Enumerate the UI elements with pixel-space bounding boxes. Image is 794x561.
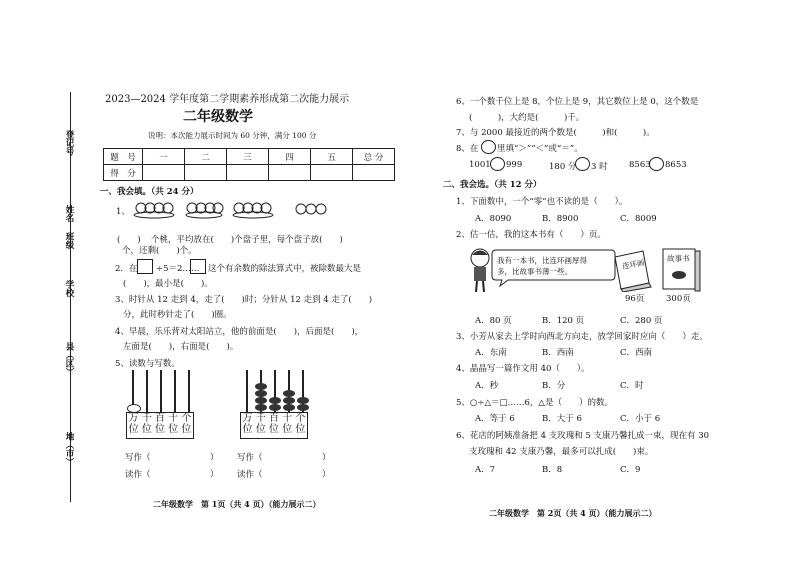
- s2-q5-opt-c[interactable]: C．小于 6: [620, 414, 661, 424]
- comic-book-icon: [615, 251, 651, 292]
- score-input-cell[interactable]: [311, 165, 353, 181]
- score-input-cell[interactable]: [185, 165, 227, 181]
- abacus-rod: [160, 370, 162, 412]
- score-input-cell[interactable]: [227, 165, 269, 181]
- q8-item-a-right: 999: [506, 160, 523, 170]
- score-header-cell: 总 分: [353, 149, 395, 165]
- speech-line1: 我有一本书，比连环画厚得: [497, 256, 587, 265]
- abacus-bead: [269, 404, 281, 411]
- abacus-rod: [174, 370, 176, 412]
- q8-compare-circle-2[interactable]: [575, 157, 590, 171]
- score-header-cell: 一: [143, 149, 185, 165]
- loose-peaches: [296, 204, 326, 214]
- q8-line1: 8、在: [456, 144, 479, 154]
- abacus-left: [126, 370, 196, 440]
- book1-title: 连环画: [621, 258, 646, 271]
- plate-group-1: [134, 203, 174, 218]
- abacus-right: [240, 370, 310, 440]
- exam-title: 二年级数学: [183, 109, 253, 125]
- q8-item-c-right: 8653: [665, 160, 687, 170]
- abacus-rod: [188, 370, 190, 412]
- q8-item-a-left: 1001: [469, 160, 491, 170]
- boy-figure: [471, 249, 489, 292]
- binding-label-school: 学校: [64, 280, 74, 297]
- s2-q6-line1: 6、花店的阿姨准备把 4 支玫瑰和 5 支康乃馨扎成一束，现在有 30: [456, 431, 710, 441]
- q8-item-b-left: 180 分: [549, 162, 577, 172]
- s2-q1-opt-c[interactable]: C．8009: [620, 214, 657, 224]
- abacus-bead: [283, 390, 295, 397]
- left-footer: 二年级数学 第 1页（共 4 页）（能力展示二）: [153, 499, 321, 509]
- s2-q3-opt-b[interactable]: B．西南: [542, 348, 574, 358]
- q3-line1: 3、时针从 12 走到 4，走了( )时；分针从 12 走到 4 走了( ): [115, 295, 373, 305]
- q2-text-c: 这个有余数的除法算式中，被除数最大是: [208, 264, 362, 274]
- section-2-heading: 二、我会选。（共 12 分）: [443, 180, 542, 190]
- abacus-bead: [269, 397, 281, 404]
- exam-note: 说明：本次能力展示时间为 60 分钟，满分 100 分: [148, 131, 317, 140]
- abacus-bead: [255, 397, 267, 404]
- book1-pages: 96页: [625, 294, 645, 304]
- score-header-cell: 三: [227, 149, 269, 165]
- q5-write-left[interactable]: 写作（ ）: [125, 453, 219, 463]
- s2-q2-opt-b[interactable]: B．120 页: [542, 316, 585, 326]
- right-footer: 二年级数学 第 2页（共 4 页）（能力展示二）: [489, 508, 657, 518]
- q8-item-c-left: 8563: [629, 160, 651, 170]
- abacus-bead: [255, 404, 267, 411]
- score-header-cell: 四: [269, 149, 311, 165]
- q3-line2: 分，此时秒针走了( )圈。: [123, 310, 232, 320]
- binding-label-county: 县（区）: [64, 342, 74, 376]
- s2-q4-opt-c[interactable]: C．时: [620, 381, 644, 391]
- s2-q6-opt-b[interactable]: B．8: [542, 465, 563, 475]
- score-table: [103, 148, 395, 181]
- book2-title: 故事书: [667, 254, 690, 263]
- s2-q5: 5、○÷△＝□……6，△是（ ）的数。: [456, 398, 613, 408]
- q8-item-b-right: 3 时: [591, 162, 608, 172]
- s2-q4-opt-a[interactable]: A．秒: [475, 381, 499, 391]
- plate-group-2: [186, 203, 223, 218]
- score-input-cell[interactable]: [143, 165, 185, 181]
- abacus-bead: [255, 383, 267, 390]
- abacus-right-place-labels: 万 千 百 十 个 位 位 位 位 位: [240, 412, 308, 439]
- abacus-rod: [146, 370, 148, 412]
- binding-label-class: 班级: [64, 232, 74, 249]
- binding-label-city: 地（市）: [64, 432, 74, 466]
- q1-line1: 个桃，平均放在( )个盘子里，每个盘子放( ): [151, 235, 343, 245]
- score-input-cell[interactable]: [269, 165, 311, 181]
- binding-label-id: 登记号: [64, 130, 74, 156]
- q1-line2: 个，还剩( )个。: [122, 246, 197, 256]
- score-header-cell: 题 号: [104, 149, 143, 165]
- binding-label-name: 姓名: [64, 205, 74, 222]
- abacus-bead: [283, 397, 295, 404]
- q2-text-a: 2．在: [115, 264, 138, 274]
- exam-header: 2023—2024 学年度第二学期素养形成第二次能力展示: [105, 94, 350, 105]
- q5-write-right[interactable]: 写作（ ）: [237, 453, 331, 463]
- abacus-bead: [255, 390, 267, 397]
- s2-q1: 1、下面数中，一个“零”也不读的是（ ）。: [456, 197, 628, 207]
- q5-read-left[interactable]: 读作（ ）: [125, 470, 219, 480]
- score-header-cell: 五: [311, 149, 353, 165]
- q4-line2: 左面是( )，右面是( )。: [123, 342, 239, 352]
- score-header-cell: 二: [185, 149, 227, 165]
- score-row-label: 得 分: [104, 165, 143, 181]
- s2-q6-opt-a[interactable]: A．7: [475, 465, 496, 475]
- q7: 7、与 2000 最接近的两个数是( )和( )。: [456, 128, 655, 138]
- q2-dividend-box[interactable]: [137, 259, 153, 274]
- q6-line2: ( )，大约是( )千。: [469, 113, 585, 123]
- q5-prompt: 5、读数与写数。: [115, 359, 180, 369]
- abacus-left-place-labels: 万 千 百 十 个 位 位 位 位 位: [126, 412, 194, 439]
- q8-example-circle: [481, 140, 496, 154]
- section-1-heading: 一、我会填。（共 24 分）: [100, 187, 199, 197]
- s2-q4: 4、晶晶写一篇作文用 40（ ）。: [456, 364, 590, 374]
- abacus-bead: [283, 404, 295, 411]
- s2-q5-opt-a[interactable]: A．等于 6: [475, 414, 515, 424]
- abacus-bead: [297, 397, 309, 404]
- plate-group-3: [233, 203, 273, 218]
- s2-q1-opt-a[interactable]: A．8090: [475, 214, 512, 224]
- s2-q5-opt-b[interactable]: B．大于 6: [542, 414, 582, 424]
- q8-compare-circle-3[interactable]: [649, 157, 664, 171]
- s2-q6-line2: 支玫瑰和 42 支康乃馨，最多可以扎成( )束。: [469, 447, 654, 457]
- s2-q2: 2、估一估，我的这本书有（ ）页。: [456, 230, 606, 240]
- q2-text-b: ÷5＝2……: [156, 264, 200, 274]
- score-input-cell[interactable]: [353, 165, 395, 181]
- abacus-bead: [297, 404, 309, 411]
- s2-q3-opt-a[interactable]: A．东南: [475, 348, 507, 358]
- s2-q1-opt-b[interactable]: B．8900: [542, 214, 579, 224]
- q2-line2: ( )，最小是( )。: [123, 279, 213, 289]
- q1-blank-lead: ( ): [117, 235, 141, 245]
- q6-line1: 6、一个数千位上是 8，个位上是 9，其它数位上是 0，这个数是: [456, 97, 699, 107]
- q2-remainder-box[interactable]: [190, 259, 206, 274]
- s2-q3: 3、小芳从家去上学时向西北方向走，放学回家时应向（ ）走。: [456, 332, 708, 342]
- abacus-bead-red-marker: [127, 404, 141, 413]
- q5-read-right[interactable]: 读作（ ）: [237, 470, 331, 480]
- speech-line2: 多，比故事书薄一些。: [497, 267, 572, 276]
- q8-line1b: 里填“＞”“＜”或“＝”。: [497, 144, 583, 154]
- s2-q4-opt-b[interactable]: B．分: [542, 381, 566, 391]
- s2-q3-opt-c[interactable]: C．西南: [620, 348, 653, 358]
- s2-q6-opt-c[interactable]: C．9: [620, 465, 641, 475]
- s2-q2-opt-c[interactable]: C．280 页: [620, 316, 663, 326]
- abacus-rod: [246, 370, 248, 412]
- q1-number: 1、: [116, 207, 130, 217]
- peach-plates-illustration: [132, 196, 332, 220]
- q8-compare-circle-1[interactable]: [490, 157, 505, 171]
- q4-line1: 4、早晨，乐乐背对太阳站立，他的前面是( )，后面是( )，: [115, 327, 364, 337]
- book2-pages: 300页: [666, 294, 691, 304]
- s2-q2-opt-a[interactable]: A．80 页: [475, 316, 512, 326]
